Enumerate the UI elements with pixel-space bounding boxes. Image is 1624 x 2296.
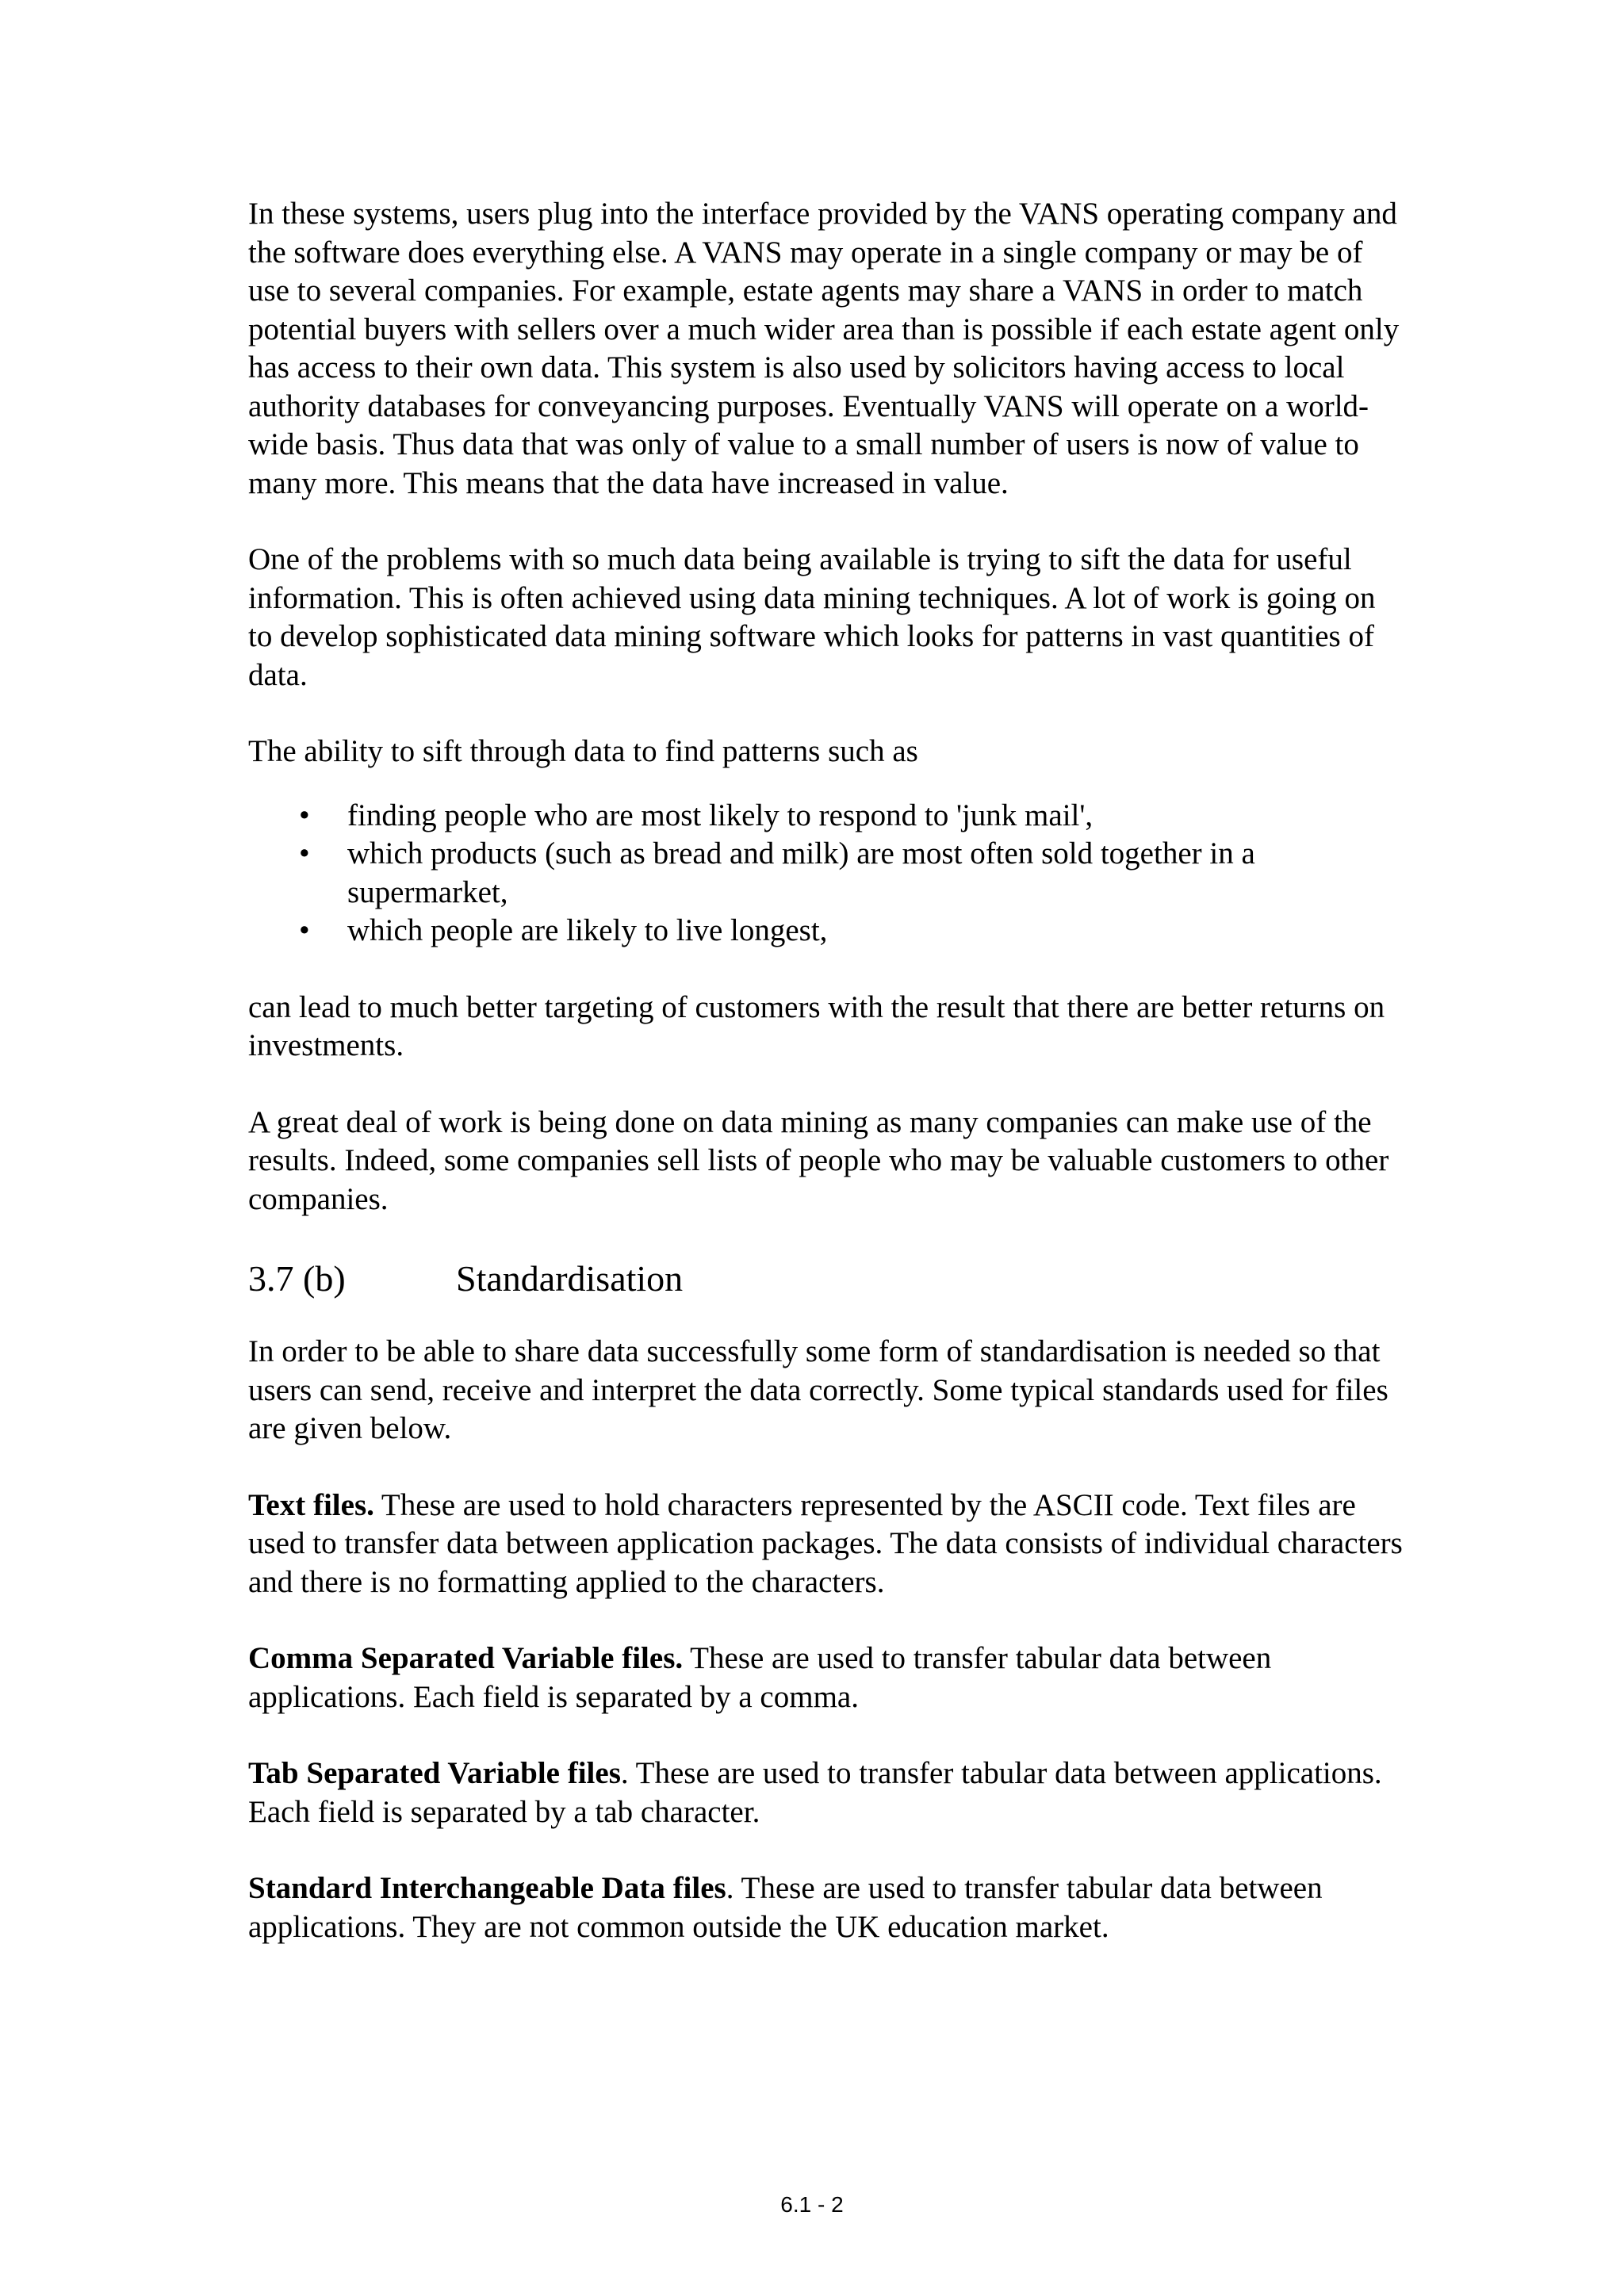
page-number-footer: 6.1 - 2 bbox=[780, 2192, 844, 2217]
list-item-text: finding people who are most likely to respond to 'junk mail', bbox=[347, 798, 1094, 832]
bullet-icon: • bbox=[299, 913, 310, 947]
definition-sid-files bbox=[248, 1869, 1406, 1946]
list-item-text: which products (such as bread and milk) are most often sold together in a supermarket, bbox=[347, 836, 1255, 909]
section-title: Standardisation bbox=[456, 1258, 684, 1299]
definition-csv-files bbox=[248, 1640, 1406, 1716]
definition-body: . These are used to transfer tabular data between applications. They are not common outside the UK education market. bbox=[248, 1871, 1323, 1944]
definition-term: Standard Interchangeable Data files bbox=[248, 1871, 726, 1905]
section-heading bbox=[248, 1257, 1406, 1301]
list-item bbox=[248, 797, 1406, 836]
definition-body: . These are used to transfer tabular data between applications. Each field is separated by a tab character. bbox=[248, 1756, 1382, 1829]
paragraph-data-mining-work: A great deal of work is being done on data mining as many companies can make use of the results. Indeed, some companies sell lists of people who may be valuable customers to other companies. bbox=[248, 1104, 1389, 1216]
definition-body: These are used to hold characters represented by the ASCII code. Text files are used to transfer data between application packages. The data consists of individual characters and there is no formatting applied to the characters. bbox=[248, 1487, 1403, 1599]
paragraph-data-mining: One of the problems with so much data being available is trying to sift the data for useful information. This is often achieved using data mining techniques. A lot of work is going on to develop sophisticated data mining software which looks for patterns in vast quantities of data. bbox=[248, 542, 1376, 692]
section-number: 3.7 (b) bbox=[248, 1258, 346, 1299]
bullet-icon: • bbox=[299, 836, 310, 871]
list-item bbox=[248, 835, 1406, 912]
list-item bbox=[248, 912, 1406, 951]
paragraph-vans: In these systems, users plug into the interface provided by the VANS operating company and the software does everything else. A VANS may operate in a single company or may be of use to several companies. For example, estate agents may share a VANS in order to match potential buyers with sellers over a much wider area than is possible if each estate agent only has access to their own data. This system is also used by solicitors having access to local authority databases for conveyancing purposes. Eventually VANS will operate on a world-wide basis. Thus data that was only of value to a small number of users is now of value to many more. This means that the data have increased in value. bbox=[248, 197, 1400, 500]
definition-term: Comma Separated Variable files. bbox=[248, 1641, 684, 1675]
definition-term: Text files. bbox=[248, 1487, 374, 1522]
bullet-icon: • bbox=[299, 798, 310, 832]
definition-body: These are used to transfer tabular data between applications. Each field is separated by a comma. bbox=[248, 1641, 1272, 1714]
pattern-bullet-list bbox=[248, 797, 1406, 951]
definition-text-files bbox=[248, 1487, 1406, 1602]
paragraph-standardisation-intro: In order to be able to share data successfully some form of standardisation is needed so that users can send, receive and interpret the data correctly. Some typical standards used for files are given below. bbox=[248, 1334, 1388, 1445]
paragraph-targeting: can lead to much better targeting of customers with the result that there are better returns on investments. bbox=[248, 989, 1385, 1062]
definition-term: Tab Separated Variable files bbox=[248, 1756, 621, 1790]
document-page bbox=[248, 195, 1406, 1984]
paragraph-patterns-lead-in: The ability to sift through data to find patterns such as bbox=[248, 734, 918, 768]
definition-tsv-files bbox=[248, 1755, 1406, 1831]
list-item-text: which people are likely to live longest, bbox=[347, 913, 828, 947]
